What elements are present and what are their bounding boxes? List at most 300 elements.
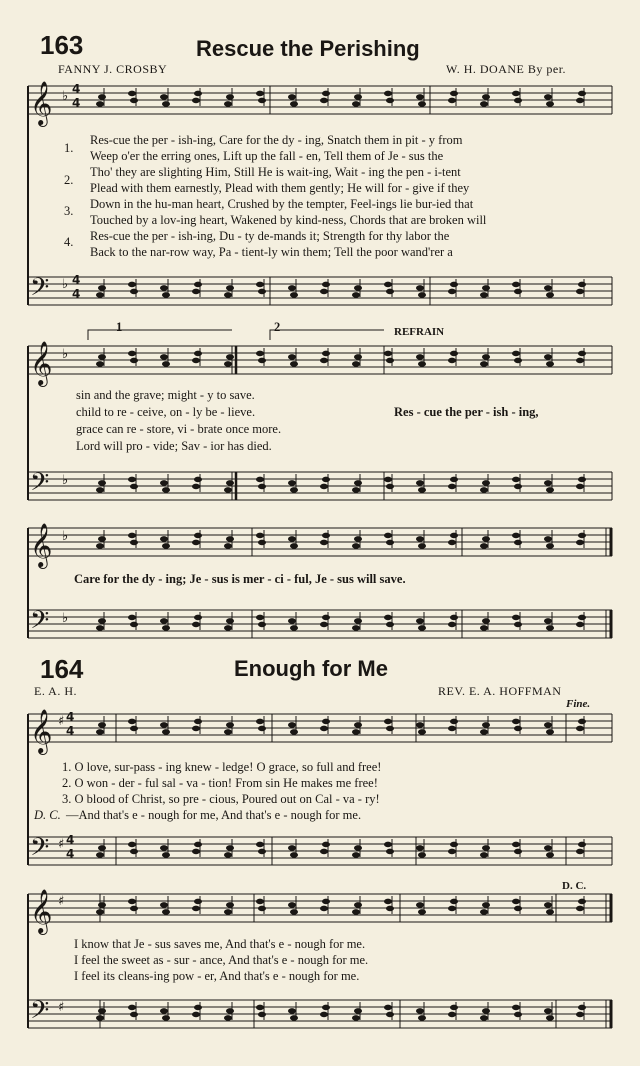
note-head <box>128 615 136 621</box>
note-head <box>450 719 458 725</box>
note-head <box>162 101 170 107</box>
note-head <box>290 361 298 367</box>
dc-line: —And that's e - nough for me, And that's e - nough for me. <box>66 808 362 822</box>
note-head <box>578 719 586 725</box>
note-head <box>514 622 522 628</box>
svg-text:♯: ♯ <box>58 714 65 729</box>
note-head <box>512 91 520 97</box>
note-head <box>128 533 136 539</box>
note-head <box>544 94 552 100</box>
note-head <box>512 351 520 357</box>
note-head <box>290 292 298 298</box>
note-head <box>226 618 234 624</box>
note-head <box>226 845 234 851</box>
note-head <box>226 94 234 100</box>
verse-number-3: 3. <box>64 204 74 218</box>
note-head <box>98 536 106 542</box>
svg-text:4: 4 <box>66 724 75 738</box>
svg-text:𝄞: 𝄞 <box>30 341 53 385</box>
note-head <box>354 1008 362 1014</box>
note-head <box>512 533 520 539</box>
note-head <box>544 1008 552 1014</box>
note-head <box>578 615 586 621</box>
note-head <box>354 94 362 100</box>
note-head <box>226 1008 234 1014</box>
note-head <box>416 1008 424 1014</box>
note-head <box>386 849 394 855</box>
note-head <box>418 543 426 549</box>
note-head <box>384 1005 392 1011</box>
note-head <box>354 618 362 624</box>
note-head <box>128 282 136 288</box>
note-head <box>98 480 106 486</box>
note-head <box>576 540 584 546</box>
hymn-164-composer: REV. E. A. HOFFMAN <box>438 684 562 698</box>
note-head <box>386 1012 394 1018</box>
svg-text:4: 4 <box>72 96 81 110</box>
note-head <box>162 487 170 493</box>
note-head <box>418 729 426 735</box>
note-head <box>160 285 168 291</box>
note-head <box>448 1012 456 1018</box>
note-head <box>416 536 424 542</box>
note-head <box>512 615 520 621</box>
note-head <box>386 358 394 364</box>
svg-text:𝄢: 𝄢 <box>30 606 50 641</box>
ending-2-label: 2 <box>274 320 281 334</box>
note-head <box>546 909 554 915</box>
note-head <box>226 902 234 908</box>
note-head <box>354 354 362 360</box>
note-head <box>546 625 554 631</box>
note-head <box>194 91 202 97</box>
note-head <box>544 618 552 624</box>
note-head <box>514 726 522 732</box>
note-head <box>480 543 488 549</box>
note-head <box>192 484 200 490</box>
refrain-start: Res - cue the per - ish - ing, <box>394 405 539 419</box>
note-head <box>578 477 586 483</box>
svg-text:4: 4 <box>72 82 81 96</box>
note-head <box>354 845 362 851</box>
note-head <box>192 1012 200 1018</box>
note-head <box>288 845 296 851</box>
svg-text:𝄢: 𝄢 <box>30 273 50 308</box>
note-head <box>448 98 456 104</box>
note-head <box>224 729 232 735</box>
note-head <box>258 289 266 295</box>
svg-text:𝄢: 𝄢 <box>30 996 50 1031</box>
note-head <box>546 101 554 107</box>
note-head <box>418 292 426 298</box>
note-head <box>192 622 200 628</box>
note-head <box>416 480 424 486</box>
note-head <box>448 726 456 732</box>
hymn-164-title: Enough for Me <box>234 656 388 681</box>
note-head <box>546 543 554 549</box>
note-head <box>96 361 104 367</box>
note-head <box>322 477 330 483</box>
note-head <box>514 98 522 104</box>
svg-text:♭: ♭ <box>62 529 69 544</box>
note-head <box>288 285 296 291</box>
note-head <box>130 484 138 490</box>
note-head <box>450 899 458 905</box>
note-head <box>480 852 488 858</box>
note-head <box>480 729 488 735</box>
note-head <box>192 726 200 732</box>
note-head <box>256 719 264 725</box>
note-head <box>224 909 232 915</box>
note-head <box>288 480 296 486</box>
note-head <box>290 729 298 735</box>
note-head <box>128 477 136 483</box>
note-head <box>418 1015 426 1021</box>
note-head <box>352 101 360 107</box>
note-head <box>162 729 170 735</box>
note-head <box>98 354 106 360</box>
verse-number-2: 2. <box>64 173 74 187</box>
note-head <box>418 909 426 915</box>
note-head <box>450 91 458 97</box>
note-head <box>512 719 520 725</box>
note-head <box>482 722 490 728</box>
note-head <box>384 477 392 483</box>
note-head <box>578 842 586 848</box>
note-head <box>450 282 458 288</box>
fine-label: Fine. <box>566 698 591 710</box>
note-head <box>320 98 328 104</box>
note-head <box>194 282 202 288</box>
note-head <box>354 902 362 908</box>
note-head <box>576 726 584 732</box>
note-head <box>320 726 328 732</box>
verse-line: Touched by a lov-ing heart, Wakened by kind-ness, Chords that are broken will <box>90 213 487 227</box>
note-head <box>450 842 458 848</box>
svg-text:4: 4 <box>72 287 81 301</box>
note-head <box>384 351 392 357</box>
note-head <box>258 98 266 104</box>
note-head <box>96 729 104 735</box>
note-head <box>576 289 584 295</box>
note-head <box>386 622 394 628</box>
hymn-164-author: E. A. H. <box>34 684 77 698</box>
hymn-163-author: FANNY J. CROSBY <box>58 62 168 76</box>
note-head <box>290 625 298 631</box>
note-head <box>162 909 170 915</box>
svg-text:𝄢: 𝄢 <box>30 833 50 868</box>
svg-text:𝄞: 𝄞 <box>30 523 53 567</box>
note-head <box>96 909 104 915</box>
hymn-164-number: 164 <box>40 654 84 684</box>
refrain-line: I feel the sweet as - sur - ance, And that's e - nough for me. <box>74 953 369 967</box>
note-head <box>128 899 136 905</box>
note-head <box>418 625 426 631</box>
verse-line: 3. O blood of Christ, so pre - cious, Poured out on Cal - va - ry! <box>62 792 380 806</box>
note-head <box>320 540 328 546</box>
note-head <box>352 1015 360 1021</box>
note-head <box>482 354 490 360</box>
note-head <box>160 480 168 486</box>
note-head <box>352 292 360 298</box>
note-head <box>544 536 552 542</box>
note-head <box>544 354 552 360</box>
note-head <box>258 849 266 855</box>
note-head <box>514 906 522 912</box>
note-head <box>194 1005 202 1011</box>
note-head <box>162 292 170 298</box>
note-head <box>482 845 490 851</box>
note-head <box>482 902 490 908</box>
note-head <box>384 91 392 97</box>
note-head <box>544 902 552 908</box>
note-head <box>352 361 360 367</box>
svg-text:4: 4 <box>72 273 81 287</box>
svg-text:♭: ♭ <box>62 347 69 362</box>
note-head <box>354 722 362 728</box>
note-head <box>578 899 586 905</box>
note-head <box>130 289 138 295</box>
note-head <box>450 1005 458 1011</box>
note-head <box>160 94 168 100</box>
note-head <box>320 849 328 855</box>
note-head <box>258 1012 266 1018</box>
note-head <box>192 540 200 546</box>
note-head <box>514 849 522 855</box>
note-head <box>258 540 266 546</box>
note-head <box>290 909 298 915</box>
note-head <box>256 477 264 483</box>
note-head <box>320 358 328 364</box>
note-head <box>448 289 456 295</box>
note-head <box>194 842 202 848</box>
note-head <box>192 98 200 104</box>
note-head <box>384 533 392 539</box>
svg-text:♭: ♭ <box>62 611 69 626</box>
note-head <box>194 477 202 483</box>
svg-text:𝄢: 𝄢 <box>30 468 50 503</box>
note-head <box>96 1015 104 1021</box>
note-head <box>352 625 360 631</box>
note-head <box>384 615 392 621</box>
svg-text:𝄞: 𝄞 <box>30 81 53 125</box>
note-head <box>544 285 552 291</box>
note-head <box>546 361 554 367</box>
note-head <box>450 477 458 483</box>
note-head <box>160 354 168 360</box>
note-head <box>576 98 584 104</box>
note-head <box>384 842 392 848</box>
svg-text:4: 4 <box>66 710 75 724</box>
note-head <box>512 842 520 848</box>
note-head <box>512 477 520 483</box>
note-head <box>480 1015 488 1021</box>
note-head <box>258 358 266 364</box>
note-head <box>578 282 586 288</box>
note-head <box>322 899 330 905</box>
note-head <box>514 540 522 546</box>
note-head <box>290 101 298 107</box>
note-head <box>160 536 168 542</box>
dc-label: D. C. <box>562 880 587 892</box>
note-head <box>322 719 330 725</box>
note-head <box>480 487 488 493</box>
note-head <box>160 902 168 908</box>
note-head <box>352 852 360 858</box>
note-head <box>576 1012 584 1018</box>
note-head <box>192 849 200 855</box>
note-head <box>546 487 554 493</box>
note-head <box>226 722 234 728</box>
note-head <box>578 1005 586 1011</box>
note-head <box>386 726 394 732</box>
note-head <box>162 543 170 549</box>
note-head <box>386 289 394 295</box>
note-head <box>480 292 488 298</box>
note-head <box>320 622 328 628</box>
refrain-label: REFRAIN <box>394 326 445 338</box>
note-head <box>450 615 458 621</box>
note-head <box>322 533 330 539</box>
note-head <box>448 484 456 490</box>
note-head <box>288 1008 296 1014</box>
note-head <box>130 358 138 364</box>
note-head <box>226 536 234 542</box>
verse-line: 2. O won - der - ful sal - va - tion! From sin He makes me free! <box>62 776 378 790</box>
verse-ending: Lord will pro - vide; Sav - ior has died. <box>76 439 272 453</box>
note-head <box>480 625 488 631</box>
note-head <box>480 909 488 915</box>
note-head <box>288 618 296 624</box>
note-head <box>546 729 554 735</box>
svg-text:♭: ♭ <box>62 277 69 292</box>
note-head <box>576 622 584 628</box>
note-head <box>258 906 266 912</box>
note-head <box>546 852 554 858</box>
note-head <box>416 618 424 624</box>
note-head <box>224 625 232 631</box>
note-head <box>384 282 392 288</box>
note-head <box>482 536 490 542</box>
note-head <box>544 480 552 486</box>
note-head <box>98 94 106 100</box>
note-head <box>226 354 234 360</box>
note-head <box>160 1008 168 1014</box>
note-head <box>288 722 296 728</box>
note-head <box>96 852 104 858</box>
note-head <box>578 533 586 539</box>
verse-line: 1. O love, sur-pass - ing knew - ledge! O grace, so full and free! <box>62 760 382 774</box>
svg-text:♭: ♭ <box>62 473 69 488</box>
note-head <box>160 618 168 624</box>
note-head <box>354 480 362 486</box>
note-head <box>480 101 488 107</box>
note-head <box>96 625 104 631</box>
note-head <box>578 91 586 97</box>
note-head <box>96 543 104 549</box>
note-head <box>576 484 584 490</box>
verse-line: Res-cue the per - ish-ing, Care for the dy - ing, Snatch them in pit - y from <box>90 133 463 147</box>
note-head <box>162 625 170 631</box>
note-head <box>258 484 266 490</box>
note-head <box>290 543 298 549</box>
note-head <box>130 906 138 912</box>
note-head <box>130 849 138 855</box>
note-head <box>546 292 554 298</box>
note-head <box>256 533 264 539</box>
note-head <box>224 292 232 298</box>
note-head <box>386 98 394 104</box>
note-head <box>512 282 520 288</box>
note-head <box>512 899 520 905</box>
note-head <box>416 722 424 728</box>
note-head <box>192 358 200 364</box>
note-head <box>224 1015 232 1021</box>
hymn-163-number: 163 <box>40 30 84 60</box>
note-head <box>192 906 200 912</box>
note-head <box>128 719 136 725</box>
svg-text:𝄞: 𝄞 <box>30 889 53 933</box>
note-head <box>192 289 200 295</box>
note-head <box>352 729 360 735</box>
note-head <box>128 842 136 848</box>
note-head <box>162 852 170 858</box>
note-head <box>194 351 202 357</box>
note-head <box>322 1005 330 1011</box>
dc-prefix: D. C. <box>34 808 61 822</box>
note-head <box>576 358 584 364</box>
note-head <box>128 91 136 97</box>
note-head <box>194 719 202 725</box>
note-head <box>256 282 264 288</box>
hymn-163-title: Rescue the Perishing <box>196 36 420 61</box>
note-head <box>384 899 392 905</box>
note-head <box>258 622 266 628</box>
verse-line: Res-cue the per - ish-ing, Du - ty de-mands it; Strength for thy labor the <box>90 229 450 243</box>
verse-number-1: 1. <box>64 141 74 155</box>
note-head <box>546 1015 554 1021</box>
note-head <box>290 1015 298 1021</box>
note-head <box>130 98 138 104</box>
svg-text:4: 4 <box>66 833 75 847</box>
note-head <box>512 1005 520 1011</box>
note-head <box>576 906 584 912</box>
note-head <box>194 615 202 621</box>
note-head <box>322 351 330 357</box>
note-head <box>224 487 232 493</box>
note-head <box>258 726 266 732</box>
svg-text:♯: ♯ <box>58 837 65 852</box>
note-head <box>322 282 330 288</box>
svg-text:4: 4 <box>66 847 75 861</box>
svg-text:♯: ♯ <box>58 1000 65 1015</box>
note-head <box>544 722 552 728</box>
note-head <box>128 351 136 357</box>
note-head <box>544 845 552 851</box>
note-head <box>418 101 426 107</box>
hymn-163-composer: W. H. DOANE By per. <box>446 62 567 76</box>
note-head <box>226 285 234 291</box>
note-head <box>130 622 138 628</box>
note-head <box>194 899 202 905</box>
note-head <box>194 533 202 539</box>
note-head <box>416 354 424 360</box>
note-head <box>482 480 490 486</box>
note-head <box>322 91 330 97</box>
note-head <box>256 91 264 97</box>
note-head <box>416 285 424 291</box>
note-head <box>354 536 362 542</box>
